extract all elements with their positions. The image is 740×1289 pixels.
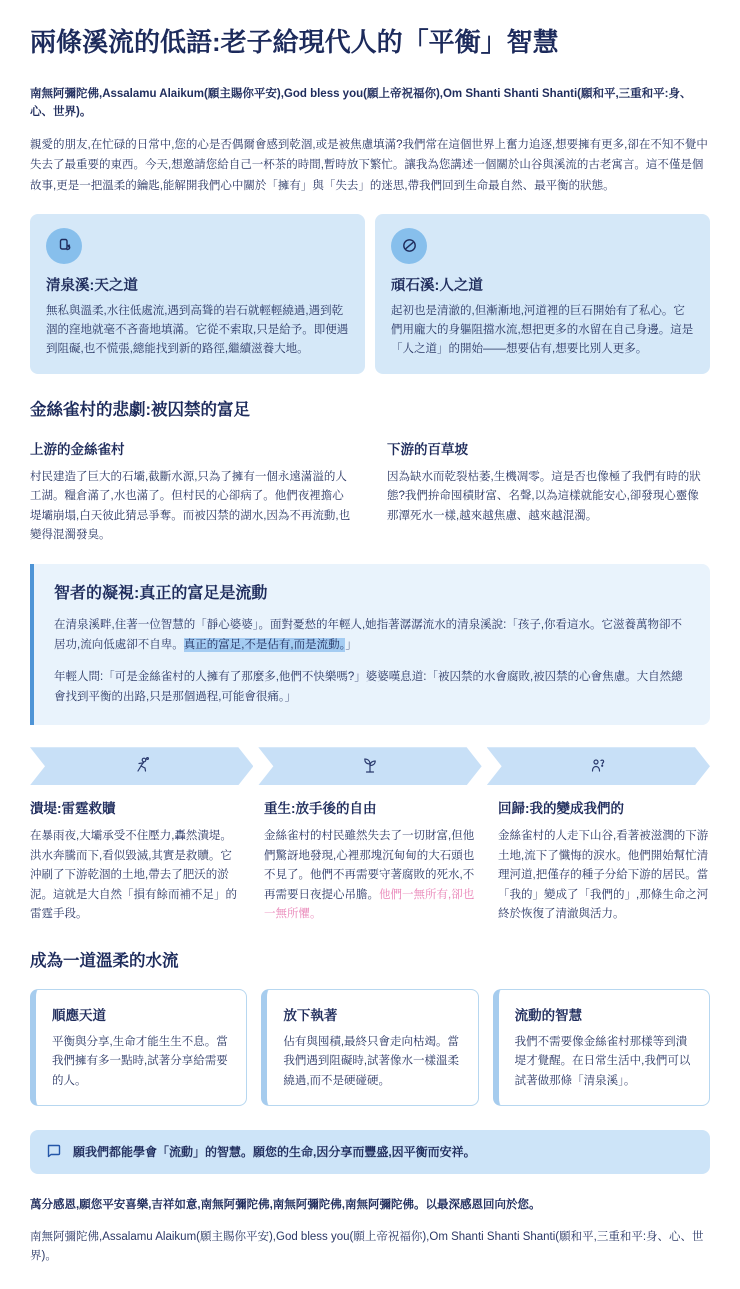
practice-card-title: 順應天道 <box>52 1008 106 1024</box>
sage-heading: 智者的凝視:真正的富足是流動 <box>54 584 268 602</box>
card-human-stream <box>375 214 710 374</box>
stream-cards-row <box>30 214 710 374</box>
stages-row <box>30 797 710 925</box>
stage-text-main: 金絲雀村的村民雖然失去了一切財富,但他們驚訝地發現,心裡那塊沉甸甸的大石頭也不見了。他們不再需要守著腐敗的死水,不再需要日夜提心吊膽。 <box>264 830 475 901</box>
card-title: 頑石溪:人之道 <box>391 277 483 294</box>
tragedy-columns <box>30 438 710 546</box>
page-title: 兩條溪流的低語:老子給現代人的「平衡」智慧 <box>30 27 559 57</box>
thanks-line: 萬分感恩,願您平安喜樂,吉祥如意,南無阿彌陀佛,南無阿彌陀佛,南無阿彌陀佛。以最深感恩回向於您。 <box>30 1198 541 1211</box>
stage-text <box>498 827 710 925</box>
stage-text-accent: 他們一無所有,卻也一無所懼。 <box>264 888 475 921</box>
sprout-icon <box>361 756 379 776</box>
column-text: 因為缺水而乾裂枯萎,生機凋零。這是否也像極了我們有時的狀態?我們拚命囤積財富、名聲,以為這樣就能安心,卻發現心靈像那潭死水一樣,越來越焦慮、越來越混濁。 <box>387 470 701 522</box>
practice-heading: 成為一道溫柔的水流 <box>30 952 179 971</box>
stage-title: 潰堤:雷霆救贖 <box>30 801 116 817</box>
practice-card-text: 我們不需要像金絲雀村那樣等到潰堤才覺醒。在日常生活中,我們可以試著做那條「清泉溪」。 <box>514 1036 691 1087</box>
stage-return <box>498 797 710 925</box>
practice-card-let-go <box>261 989 478 1106</box>
flow-icon <box>46 228 82 264</box>
sage-paragraph-1 <box>54 615 690 655</box>
practice-cards-row <box>30 989 710 1106</box>
column-upstream <box>30 438 353 546</box>
stage-collapse <box>30 797 242 925</box>
card-title: 清泉溪:天之道 <box>46 277 138 294</box>
card-text: 無私與溫柔,水往低處流,遇到高聳的岩石就輕輕繞過,遇到乾涸的窪地就毫不吝嗇地填滿。它從不索取,只是給予。即便遇到阻礙,也不慌張,總能找到新的路徑,繼續滋養大地。 <box>46 304 349 356</box>
falling-person-icon <box>133 756 151 776</box>
chevron-stage-3 <box>487 747 710 785</box>
sage-text-before: 在清泉溪畔,住著一位智慧的「靜心婆婆」。面對憂愁的年輕人,她指著潺潺流水的清泉溪說:「孩子,你看這水。它滋養萬物卻不居功,流向低處卻不自卑。 <box>54 618 683 651</box>
column-downstream <box>387 438 710 546</box>
column-title: 下游的百草坡 <box>387 441 468 457</box>
message-square-icon <box>46 1143 61 1158</box>
card-text: 起初也是清澈的,但漸漸地,河道裡的巨石開始有了私心。它們用龐大的身軀阻擋水流,想把更多的水留在自己身邊。這是「人之道」的開始——想要佔有,想要比別人更多。 <box>391 304 694 356</box>
tragedy-heading: 金絲雀村的悲劇:被囚禁的富足 <box>30 400 250 419</box>
column-text: 村民建造了巨大的石壩,截斷水源,只為了擁有一個永遠滿溢的人工湖。糧倉滿了,水也滿了。但村民的心卻病了。他們夜裡擔心堤壩崩塌,白天彼此猜忌爭奪。而被囚禁的湖水,因為不再流動,也變得混濁發臭。 <box>30 470 351 542</box>
stage-text-main: 在暴雨夜,大壩承受不住壓力,轟然潰堤。洪水奔騰而下,看似毀滅,其實是救贖。它沖刷了下游乾涸的土地,帶去了肥沃的淤泥。這就是大自然「損有餘而補不足」的雷霆手段。 <box>30 830 237 921</box>
stage-rebirth <box>264 797 476 925</box>
stage-text-main: 金絲雀村的人走下山谷,看著被滋潤的下游土地,流下了懺悔的淚水。他們開始幫忙清理河道,把僅存的種子分給下游的居民。當「我的」變成了「我們的」,那條生命之河終於恢復了清澈與活力。 <box>498 830 709 921</box>
process-chevrons <box>30 747 710 785</box>
blocked-circle-icon <box>391 228 427 264</box>
stage-title: 回歸:我的變成我們的 <box>498 801 624 817</box>
practice-card-text: 平衡與分享,生命才能生生不息。當我們擁有多一點時,試著分享給需要的人。 <box>52 1036 228 1087</box>
practice-card-flow-wisdom <box>493 989 710 1106</box>
card-heaven-stream <box>30 214 365 374</box>
closing-banner <box>30 1130 710 1174</box>
blessing-line-bottom: 南無阿彌陀佛,Assalamu Alaikum(願主賜你平安),God bless you(願上帝祝福你),Om Shanti Shanti Shanti(願和平,三重和平:身、心、世界)。 <box>30 1231 704 1262</box>
column-title: 上游的金絲雀村 <box>30 441 125 457</box>
sage-quote-card <box>30 564 710 726</box>
blessing-line-top: 南無阿彌陀佛,Assalamu Alaikum(願主賜你平安),God bless you(願上帝祝福你),Om Shanti Shanti Shanti(願和平,三重和平:身、心、世界)。 <box>30 87 692 118</box>
sage-text-after: 」 <box>345 638 357 651</box>
practice-card-title: 放下執著 <box>283 1008 338 1024</box>
stage-text <box>30 827 242 925</box>
sage-paragraph-2: 年輕人問:「可是金絲雀村的人擁有了那麼多,他們不快樂嗎?」婆婆嘆息道:「被囚禁的水會腐敗,被囚禁的心會焦慮。大自然總會找到平衡的出路,只是那個過程,可能會很痛。」 <box>54 671 683 704</box>
stage-title: 重生:放手後的自由 <box>264 801 377 817</box>
chevron-stage-2 <box>258 747 481 785</box>
practice-card-text: 佔有與囤積,最終只會走向枯竭。當我們遇到阻礙時,試著像水一樣溫柔繞過,而不是硬碰硬。 <box>283 1036 460 1087</box>
highlighted-quote: 真正的富足,不是佔有,而是流動。 <box>183 638 346 651</box>
stage-text <box>264 827 476 925</box>
intro-paragraph: 親愛的朋友,在忙碌的日常中,您的心是否偶爾會感到乾涸,或是被焦慮填滿?我們常在這個世界上奮力追逐,想要擁有更多,卻在不知不覺中失去了最重要的東西。今天,想邀請您給自己一杯茶的時間,暫時放下繁忙。讓我為您講述一個關於山谷與溪流的古老寓言。這不僅是個故事,更是一把溫柔的鑰匙,能解開我們心中關於「擁有」與「失去」的迷思,帶我們回到生命最自然、最平衡的狀態。 <box>30 139 708 192</box>
practice-card-title: 流動的智慧 <box>514 1008 583 1024</box>
community-icon <box>589 756 607 776</box>
practice-card-follow-tao <box>30 989 247 1106</box>
chevron-stage-1 <box>30 747 253 785</box>
banner-text: 願我們都能學會「流動」的智慧。願您的生命,因分享而豐盛,因平衡而安祥。 <box>73 1144 476 1159</box>
